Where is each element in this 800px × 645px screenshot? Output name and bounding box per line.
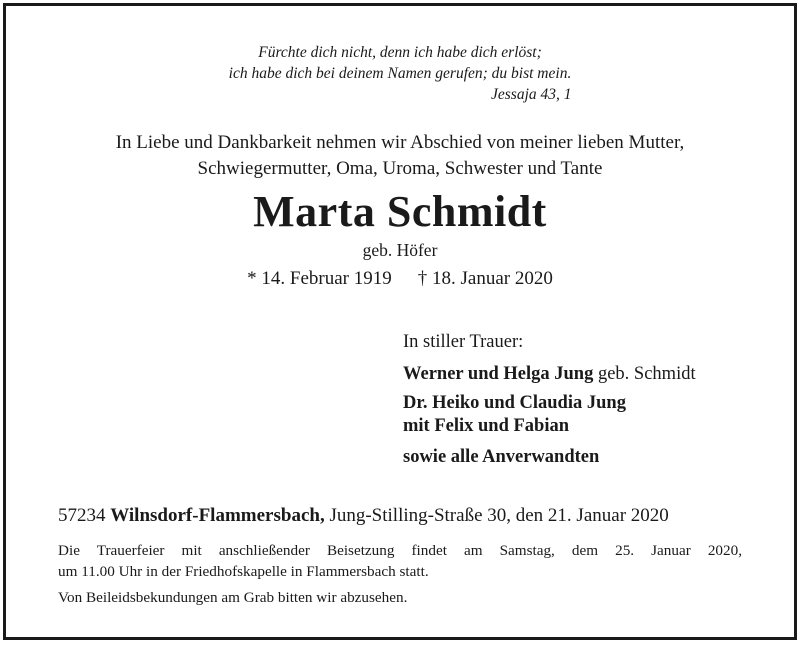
mourner-others: sowie alle Anverwandten <box>403 447 600 467</box>
address-date: Jung-Stilling-Straße 30, den 21. Januar 2020 <box>329 505 669 526</box>
funeral-notice-line-2: um 11.00 Uhr in der Friedhofskapelle in Flammersbach statt. <box>58 563 429 580</box>
mourner-family-1-names: Werner und Helga Jung <box>403 364 594 384</box>
verse-line-1: Fürchte dich nicht, denn ich habe dich erlöst; <box>258 44 542 61</box>
funeral-notice-line-1: Die Trauerfeier mit anschließender Beisetzung findet am Samstag, dem 25. Januar 2020, <box>58 542 742 559</box>
place-date-line <box>58 505 669 527</box>
death-date: † 18. Januar 2020 <box>417 268 553 289</box>
verse-reference: Jessaja 43, 1 <box>491 86 572 103</box>
mourner-family-2-line-1: Dr. Heiko und Claudia Jung <box>403 393 626 413</box>
deceased-name: Marta Schmidt <box>253 187 547 236</box>
town-name: Wilnsdorf-Flammersbach, <box>110 505 325 526</box>
mourner-family-2-line-2: mit Felix und Fabian <box>403 416 570 436</box>
mourners-heading: In stiller Trauer: <box>403 332 524 352</box>
mourner-family-1 <box>403 364 696 385</box>
birth-date: * 14. Februar 1919 <box>247 268 392 289</box>
intro-line-2: Schwiegermutter, Oma, Uroma, Schwester und Tante <box>197 158 603 179</box>
verse-line-2: ich habe dich bei deinem Namen gerufen; du bist mein. <box>228 65 572 82</box>
mourner-family-1-note: geb. Schmidt <box>597 364 696 384</box>
life-dates <box>0 268 800 290</box>
maiden-name: geb. Höfer <box>362 240 438 260</box>
postal-code: 57234 <box>58 505 106 526</box>
intro-line-1: In Liebe und Dankbarkeit nehmen wir Abschied von meiner lieben Mutter, <box>115 132 685 153</box>
condolence-notice: Von Beileidsbekundungen am Grab bitten wir abzusehen. <box>58 589 408 606</box>
